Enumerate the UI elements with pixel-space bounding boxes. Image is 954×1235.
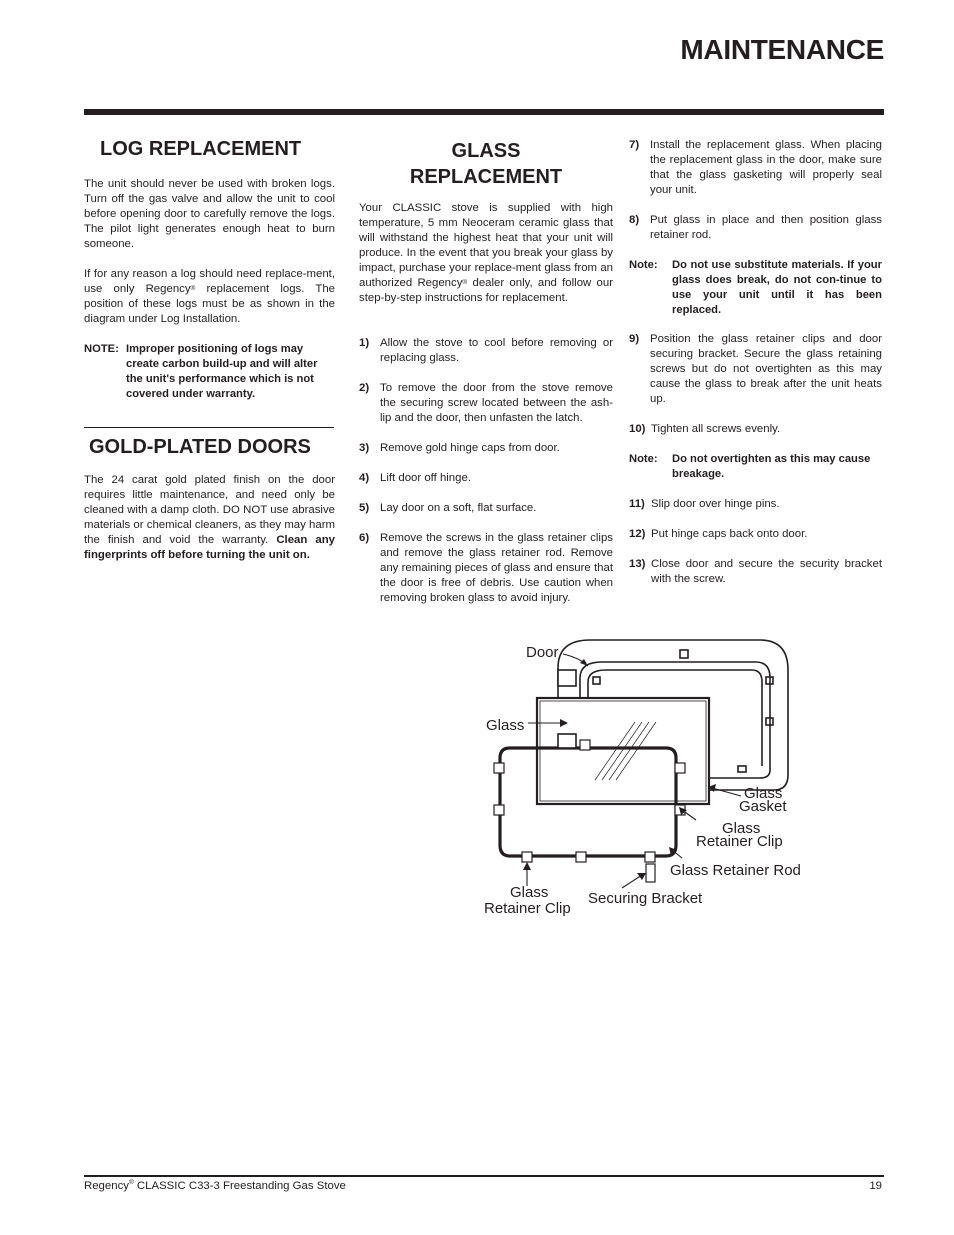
step-6: 6) Remove the screws in the glass retainer clips and remove the glass retainer rod. Remove any remaining pieces of glass and ensure that the door is free of debris. Use caution when removing broken glass to avoid injury. (359, 532, 613, 604)
label-securing-bracket: Securing Bracket (588, 890, 703, 907)
step-3: 3) Remove gold hinge caps from door. (359, 442, 560, 454)
glass-panel (537, 698, 709, 804)
label-gasket-1: Glass (744, 785, 783, 802)
gold-paragraph: The 24 carat gold plated finish on the door requires little maintenance, and need only be cleaned with a damp cloth. DO NOT use abrasive materials or chemical cleaners, as they may harm the finish and void the warranty. Clean any fingerprints off before turning the unit on. (84, 474, 336, 561)
log-paragraph-2: If for any reason a log should need replace-ment, use only Regency® replacement logs. The position of these logs must be as shown in the diagram under Log Installation. (84, 268, 335, 325)
label-gasket-2: Gasket (739, 798, 787, 815)
label-glass: Glass (486, 717, 525, 734)
step-12: 12) Put hinge caps back onto door. (629, 528, 808, 540)
step-1: 1) Allow the stove to cool before removing or replacing glass. (359, 337, 613, 364)
step-7: 7) Install the replacement glass. When placing the replacement glass in the door, make sure that the glass gasketing will properly seal your unit. (629, 139, 882, 196)
step-10: 10) Tighten all screws evenly. (629, 423, 781, 435)
label-clip-right-2: Retainer Clip (696, 833, 783, 850)
securing-bracket (646, 864, 655, 882)
glass-replacement-heading: GLASS REPLACEMENT (409, 140, 563, 188)
note-overtighten: Note: Do not overtighten as this may cause breakage. (629, 453, 871, 480)
label-door: Door (526, 644, 559, 661)
page-title: MAINTENANCE (680, 34, 884, 65)
label-clip-right-1: Glass (722, 820, 761, 837)
log-note: NOTE: Improper positioning of logs may create carbon build-up and will alter the unit's performance which is not covered under warranty. (84, 343, 318, 400)
log-replacement-heading: LOG REPLACEMENT (100, 138, 302, 160)
step-4: 4) Lift door off hinge. (359, 472, 471, 484)
step-2: 2) To remove the door from the stove remove the securing screw located between the ash-lip and the door, then unfasten the latch. (359, 382, 613, 424)
glass-replacement-diagram (470, 630, 830, 930)
door-hinge-tab (558, 670, 576, 686)
bottom-rule (84, 1175, 884, 1177)
label-retainer-rod: Glass Retainer Rod (670, 862, 801, 879)
label-clip-left-2: Retainer Clip (484, 900, 571, 917)
step-13: 13) Close door and secure the security bracket with the screw. (629, 558, 882, 585)
page-number: 19 (869, 1180, 882, 1192)
top-rule (84, 109, 884, 115)
step-11: 11) Slip door over hinge pins. (629, 498, 780, 510)
gold-plated-doors-heading: GOLD-PLATED DOORS (89, 436, 311, 458)
step-9: 9) Position the glass retainer clips and door securing bracket. Secure the glass retaining screws but do not overtighten as this may cause the glass to break after the unit heats up. (629, 333, 882, 405)
note-substitute: Note: Do not use substitute materials. If your glass does break, do not con-tinue to use your unit until it has been replaced. (629, 259, 882, 316)
footer-product: Regency® CLASSIC C33-3 Freestanding Gas Stove (84, 1179, 346, 1192)
step-8: 8) Put glass in place and then position glass retainer rod. (629, 214, 882, 241)
step-5: 5) Lay door on a soft, flat surface. (359, 502, 537, 514)
log-paragraph-1: The unit should never be used with broken logs. Turn off the gas valve and allow the unit to cool before opening door to carefully remove the logs. The pilot light generates enough heat to burn someone. (84, 178, 335, 250)
section-divider (84, 427, 334, 428)
glass-intro: Your CLASSIC stove is supplied with high temperature, 5 mm Neoceram ceramic glass that will withstand the highest heat that your unit will produce. In the event that you break your glass by impact, purchase your replace-ment glass from an authorized Regency® dealer only, and follow our step-by-step instructions for replacement. (359, 202, 613, 304)
label-clip-left-1: Glass (510, 884, 549, 901)
